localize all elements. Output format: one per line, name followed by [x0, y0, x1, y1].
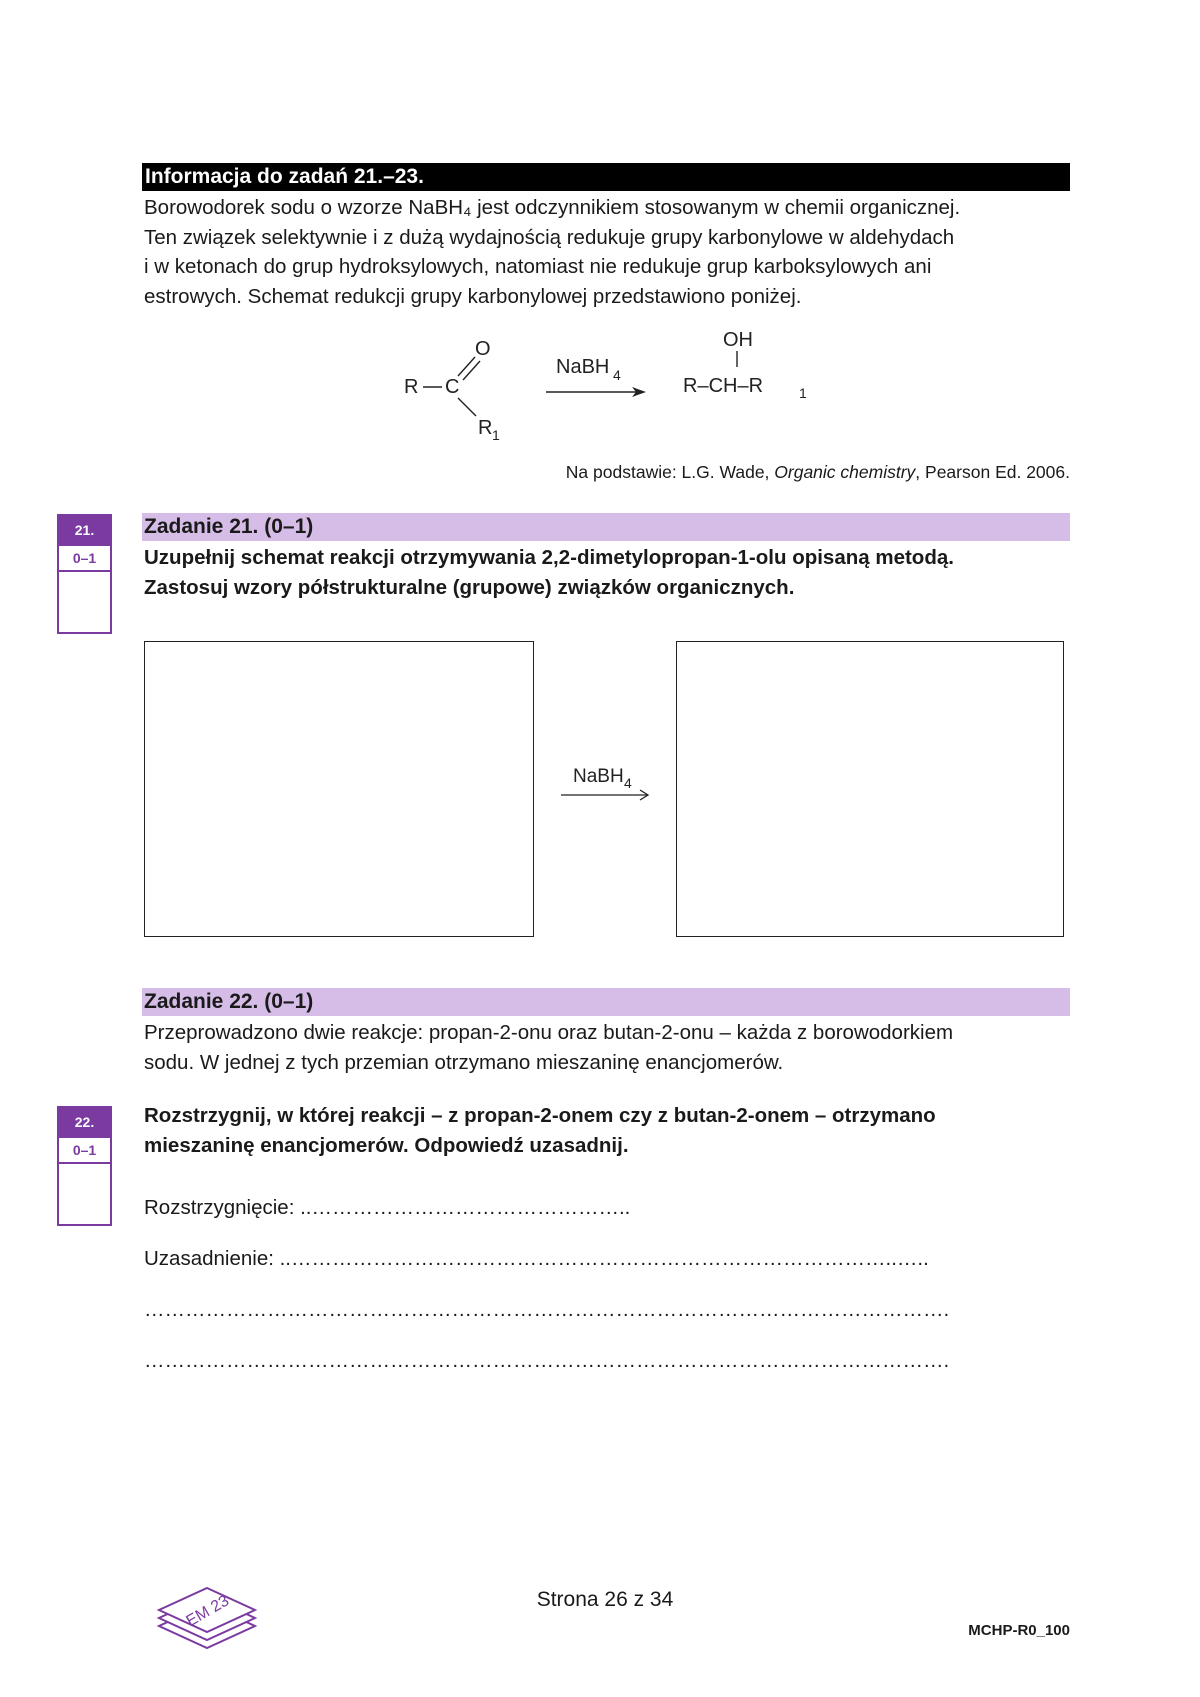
task-22-instruction: Rozstrzygnij, w której reakcji – z propan-2-onem czy z butan-2-onem – otrzymano mieszaninę enancjomerów. Odpowiedź uzasadnij.	[144, 1104, 936, 1157]
decision-field[interactable]: Rozstrzygnięcie: ..………………………………………..	[144, 1196, 631, 1219]
justification-line-2[interactable]: ……………………………………………………………………………………………………….	[144, 1298, 950, 1321]
product-answer-box[interactable]	[676, 641, 1064, 937]
reactant-c: C	[445, 376, 460, 398]
info-header: Informacja do zadań 21.–23.	[142, 163, 1070, 191]
product-oh: OH	[723, 330, 753, 351]
product-r1-sub: 1	[799, 385, 807, 401]
scheme-reagent-sub: 4	[613, 367, 621, 383]
reduction-scheme	[390, 330, 830, 440]
scheme-reagent: NaBH	[556, 356, 610, 378]
task-points: 0–1	[59, 544, 110, 572]
score-field[interactable]	[59, 572, 110, 632]
task-21-reagent-sub: 4	[624, 775, 632, 791]
info-line: i w ketonach do grup hydroksylowych, natomiast nie redukuje grup karboksylowych ani	[144, 255, 932, 278]
justification-field[interactable]: Uzasadnienie: ..……………………………………………………………………………..…..	[144, 1247, 929, 1270]
task-21-instruction: Uzupełnij schemat reakcji otrzymywania 2,2-dimetylopropan-1-olu opisaną metodą. Zastosuj wzory półstrukturalne (grupowe) związków organicznych.	[144, 546, 954, 599]
score-field[interactable]	[59, 1164, 110, 1224]
score-box-22	[57, 1106, 112, 1226]
task-points: 0–1	[59, 1136, 110, 1164]
logo-text: EM 23	[183, 1592, 233, 1631]
task-22-header: Zadanie 22. (0–1)	[142, 988, 1070, 1016]
task-number: 21.	[59, 516, 110, 544]
task-22-intro: Przeprowadzono dwie reakcje: propan-2-onu oraz butan-2-onu – każda z borowodorkiem sodu. W jednej z tych przemian otrzymano mieszaninę enancjomerów.	[144, 1021, 954, 1074]
info-paragraph	[144, 193, 1074, 311]
product-chain: R–CH–R	[683, 375, 764, 397]
source-citation: Na podstawie: L.G. Wade, Organic chemistry, Pearson Ed. 2006.	[565, 462, 1070, 482]
task-21-reagent: NaBH	[573, 766, 624, 787]
task-21-arrow	[555, 760, 655, 810]
info-line: Borowodorek sodu o wzorze NaBH₄ jest odczynnikiem stosowanym w chemii organicznej.	[144, 196, 961, 219]
em23-logo	[155, 1582, 260, 1662]
substrate-answer-box[interactable]	[144, 641, 534, 937]
reactant-o: O	[475, 338, 491, 360]
exam-code: MCHP-R0_100	[968, 1622, 1070, 1639]
page-number: Strona 26 z 34	[536, 1588, 674, 1611]
score-box-21	[57, 514, 112, 634]
info-line: Ten związek selektywnie i z dużą wydajnością redukuje grupy karbonylowe w aldehydach	[144, 225, 955, 249]
source-title: Organic chemistry	[774, 462, 916, 482]
info-line: estrowych. Schemat redukcji grupy karbonylowej przedstawiono poniżej.	[144, 284, 802, 308]
task-number: 22.	[59, 1108, 110, 1136]
task-21-header: Zadanie 21. (0–1)	[142, 513, 1070, 541]
reactant-r1-sub: 1	[492, 427, 500, 440]
reactant-r: R	[404, 376, 419, 398]
justification-line-3[interactable]: ……………………………………………………………………………………………………….	[144, 1349, 950, 1372]
reactant-r1: R	[478, 417, 493, 439]
